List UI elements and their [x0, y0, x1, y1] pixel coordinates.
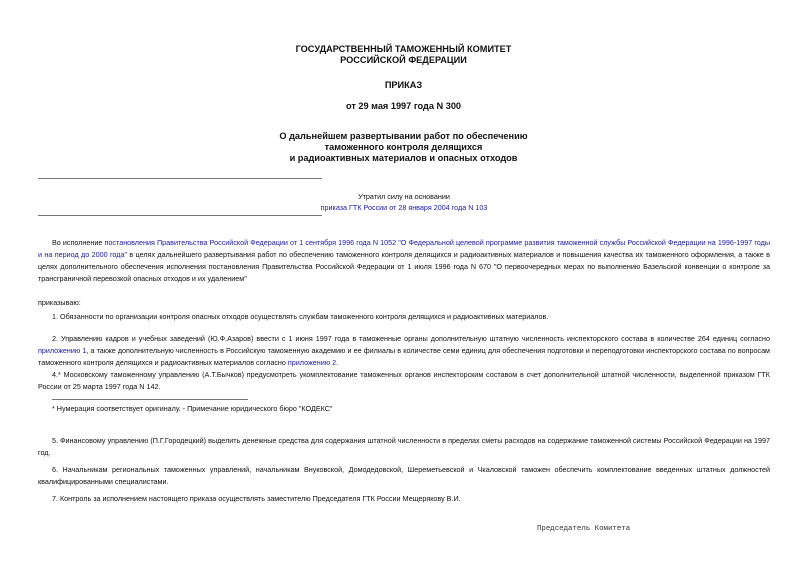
- intro-lead: Во исполнение: [52, 238, 105, 247]
- appendix-1-link[interactable]: приложению 1: [38, 346, 87, 355]
- clause-1: 1. Обязанности по организации контроля опасных отходов осуществлять службам таможенного контроля делящихся и радиоактивных материалов.: [52, 312, 549, 321]
- clause-2-text-c: .: [336, 358, 339, 367]
- clause-2: [38, 333, 770, 369]
- clause-2-text-b: , а также дополнительную численность в Российскую таможенную академию и ее филиалы в количестве семи единиц для обеспечения подготовки и переподготовки инспекторского состава по вопросам таможенного контроля делящихся и радиоактивных материалов согласно: [38, 346, 771, 367]
- clause-7: 7. Контроль за исполнением настоящего приказа осуществлять заместителю Председателя ГТК России Мещерякову В.И.: [52, 494, 461, 503]
- subject-line-3: и радиоактивных материалов и опасных отходов: [289, 153, 518, 163]
- subject-line-1: О дальнейшем развертывании работ по обеспечению: [279, 131, 528, 141]
- order-word: приказываю:: [38, 298, 81, 307]
- appendix-2-link[interactable]: приложению 2: [287, 358, 337, 367]
- document-type: ПРИКАЗ: [384, 80, 423, 90]
- clause-2-text-a: 2. Управлению кадров и учебных заведений (Ю.Ф.Азаров) ввести с 1 июня 1997 года в таможенные органы дополнительную штатную численность инспекторского состава в количестве 264 единиц согласно: [52, 334, 770, 343]
- document-date: от 29 мая 1997 года N 300: [345, 101, 462, 111]
- org-line-1: ГОСУДАРСТВЕННЫЙ ТАМОЖЕННЫЙ КОМИТЕТ: [295, 44, 512, 54]
- divider-bottom: [38, 215, 322, 216]
- intro-text: в целях дальнейшего развертывания работ по обеспечению таможенного контроля делящихся и радиоактивных материалов и повышения качества их таможенного оформления, а также в целях дополнительного обеспечения исполнения постановления Правительства Российской Федерации от 1 июля 1996 года N 670 "О первоочередных мерах по выполнению Базельской конвенции о контроле за трансграничной перевозкой опасных отходов и их удалением": [38, 250, 770, 283]
- clause-4: 4.* Московскому таможенному управлению (А.Т.Бычков) предусмотреть укомплектование таможенных органов инспекторским составом в счет дополнительной штатной численности, выделенной приказом ГТК России от 25 марта 1997 года N 142.: [38, 370, 770, 391]
- status-note: Утратил силу на основании: [358, 192, 450, 201]
- divider-top: [38, 178, 322, 179]
- status-note-link-row: [290, 202, 518, 214]
- clause-5: 5. Финансовому управлению (П.Г.Городецкий) выделить денежные средства для содержания штатной численности в пределах сметы расходов на содержание таможенной системы Российской Федерации на 1997 год.: [38, 436, 770, 457]
- government-decree-link[interactable]: постановления Правительства Российской Федерации от 1 сентября 1996 года N 1052 "О Федеральной целевой программе развития таможенной службы Российской Федерации на 1996-1997 годы и на период до 2000 года": [38, 238, 770, 259]
- subject-line-2: таможенного контроля делящихся: [324, 142, 483, 152]
- org-line-2: РОССИЙСКОЙ ФЕДЕРАЦИИ: [340, 55, 467, 65]
- footnote-divider: [52, 399, 248, 400]
- signature-title: Председатель Комитета: [537, 525, 631, 533]
- repeal-order-link[interactable]: приказа ГТК России от 28 января 2004 года N 103: [320, 203, 488, 212]
- clause-6: 6. Начальникам региональных таможенных управлений, начальникам Внуковской, Домодедовской, Шереметьевской и Чкаловской таможен обеспечить комплектование введенных штатных должностей квалифицированными специалистами.: [38, 465, 770, 486]
- document-subject: [0, 131, 807, 164]
- footnote: * Нумерация соответствует оригиналу. - Примечание юридического бюро "КОДЕКС": [52, 404, 333, 413]
- intro-paragraph: [38, 237, 770, 285]
- organization-title: [0, 44, 807, 66]
